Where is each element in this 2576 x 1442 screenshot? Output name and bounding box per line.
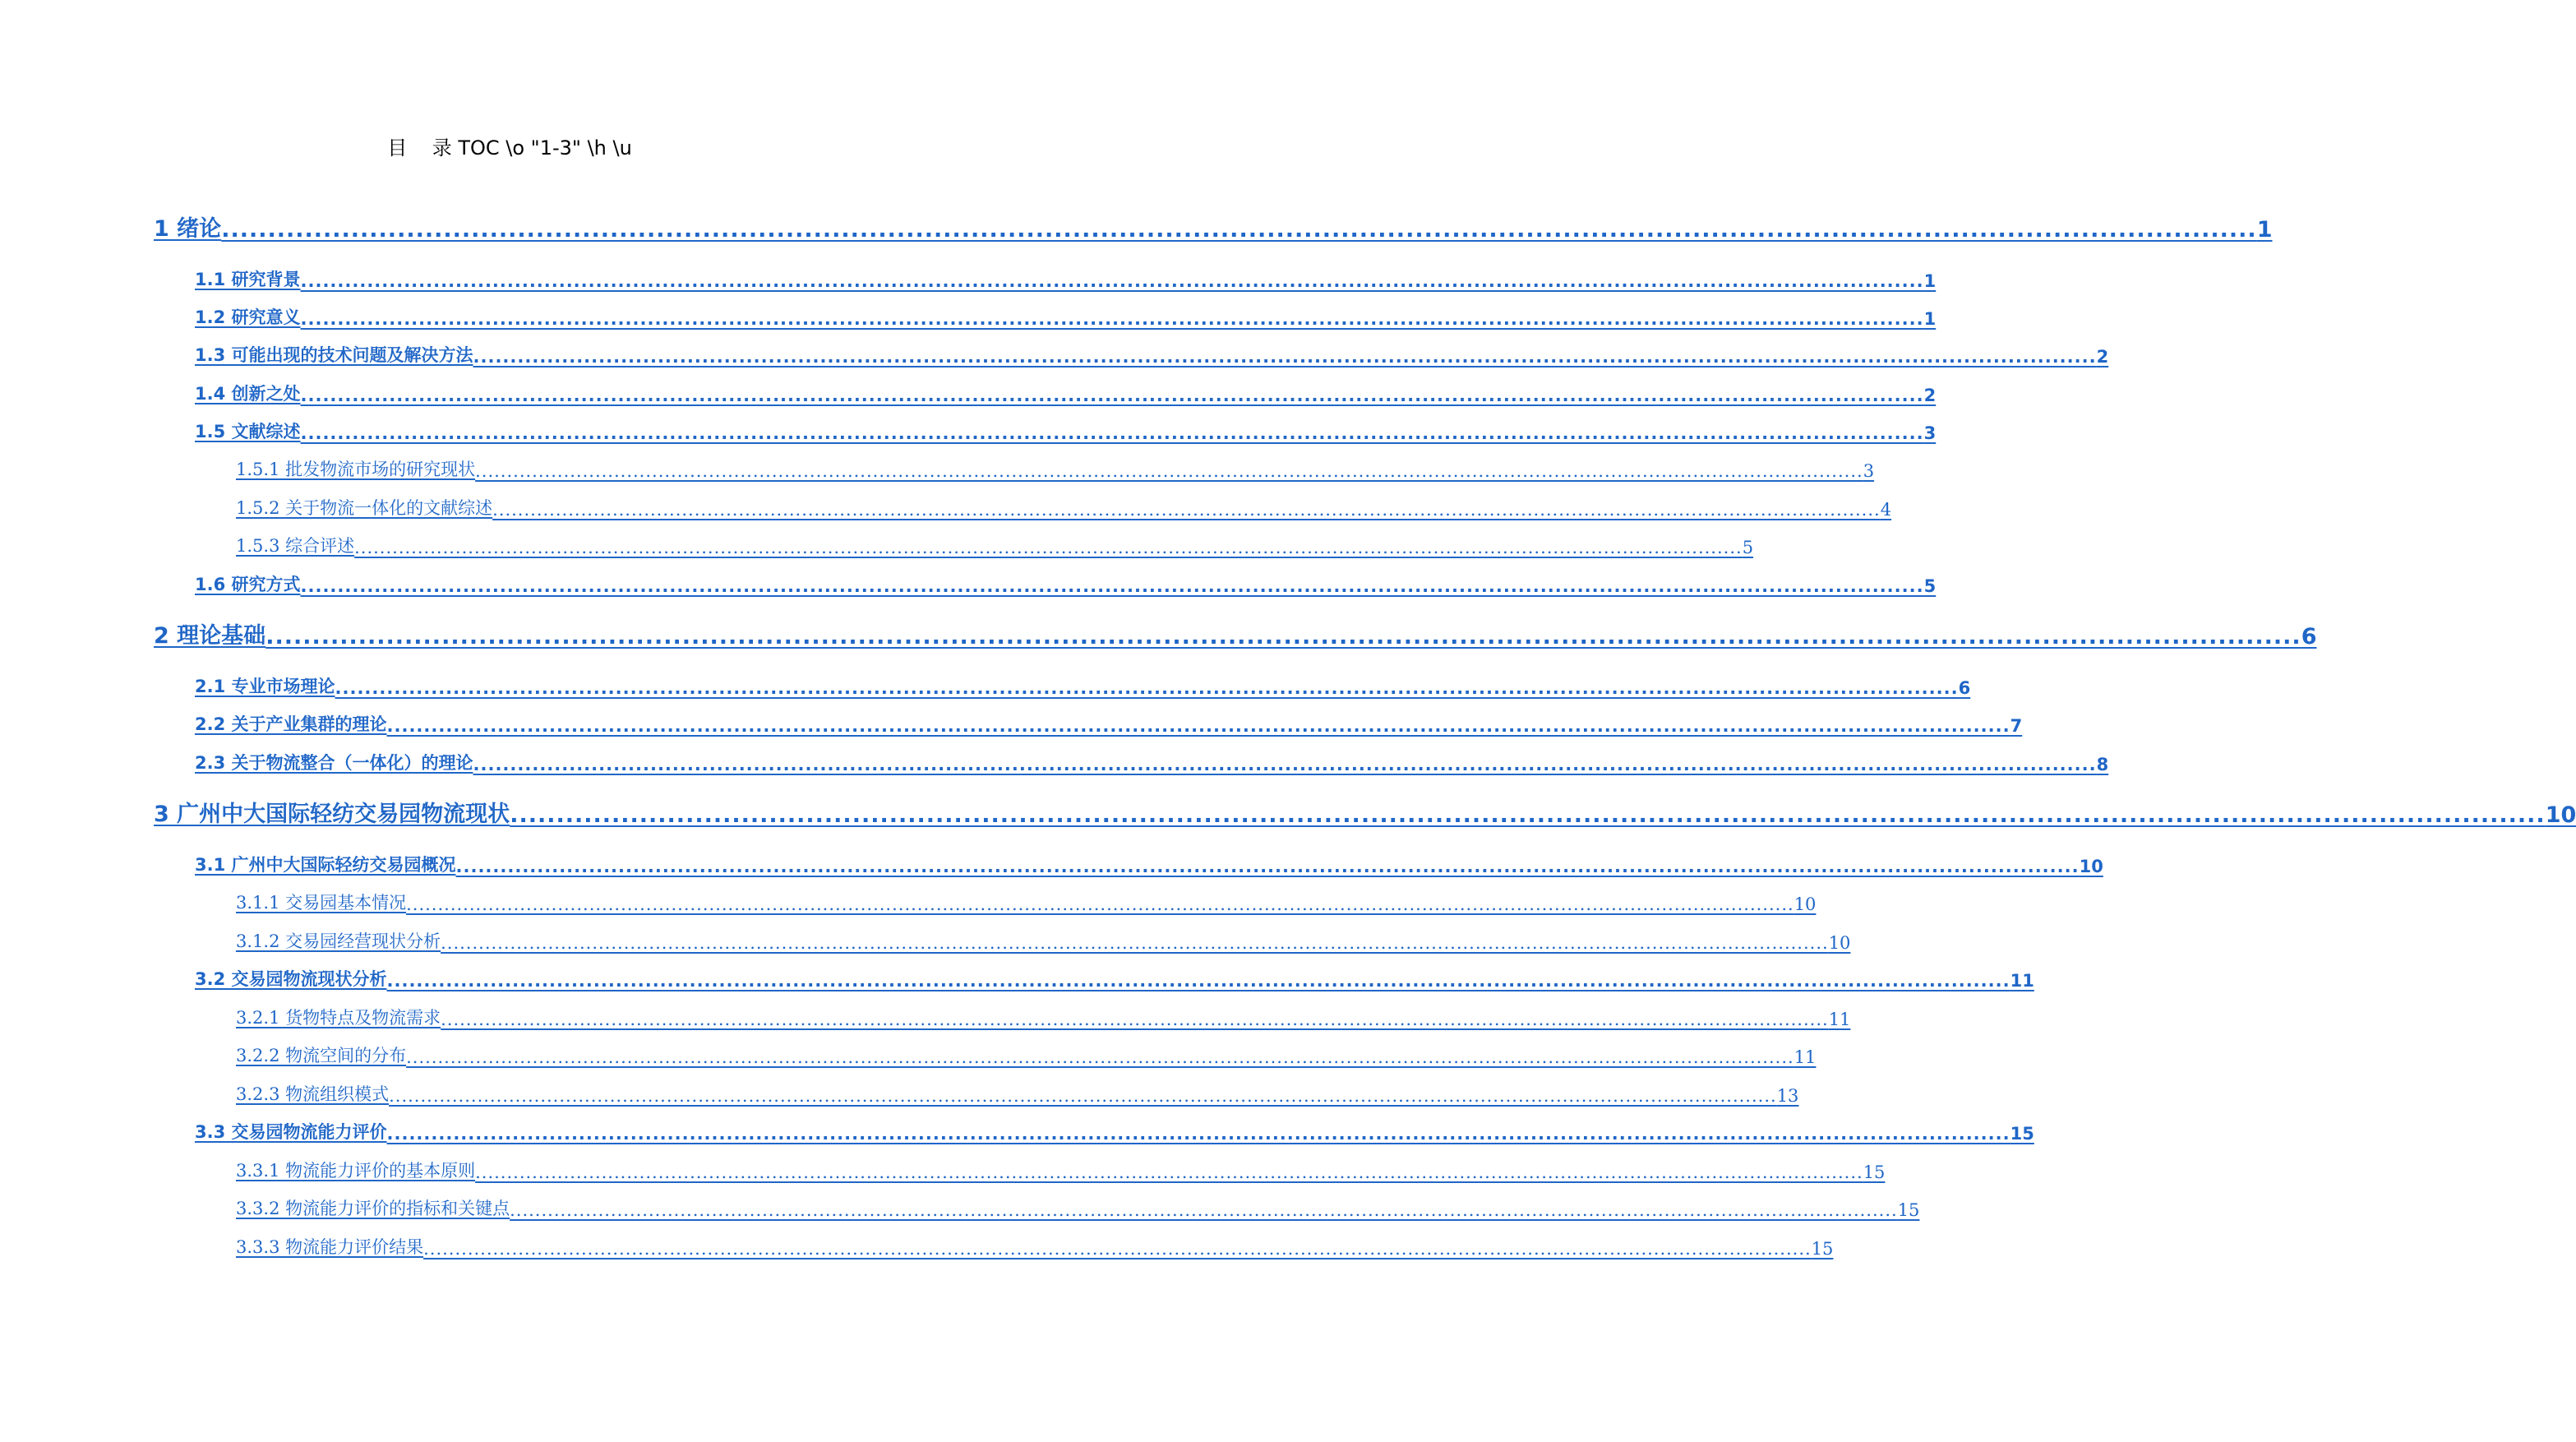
toc-page-number: 2 [1923, 386, 1937, 405]
toc-leader-dots: ............................................................................................................................................................................................................................ [423, 1239, 1812, 1259]
toc-entry-label: 1.2 研究意义 [195, 307, 301, 327]
toc-leader-dots: ............................................................................................................................................................................................................................ [510, 1200, 1898, 1220]
toc-entry-3-2-2[interactable] [236, 1041, 1817, 1067]
toc-entry-3-2[interactable] [195, 964, 2034, 991]
toc-leader-dots: ............................................................................................................................................................................................................................ [300, 576, 1924, 596]
toc-entry-label: 3.1.1 交易园基本情况 [236, 893, 407, 913]
toc-page-number: 10 [2079, 857, 2103, 876]
toc-entry-3-2-1[interactable] [236, 1003, 1851, 1029]
toc-entry-2-3[interactable] [195, 748, 2109, 774]
toc-entry-label: 1.5 文献综述 [195, 422, 301, 441]
toc-entry-label: 1.6 研究方式 [195, 575, 301, 594]
toc-page-number: 15 [2010, 1124, 2034, 1144]
toc-leader-dots: ............................................................................................................................................................................................................................ [386, 971, 2010, 991]
toc-leader-dots: ............................................................................................................................................................................................................................ [221, 217, 2257, 243]
toc-entry-1-4[interactable] [195, 379, 1937, 405]
toc-page-number: 13 [1776, 1086, 1799, 1106]
toc-page-number: 15 [1863, 1162, 1886, 1182]
toc-page-number: 4 [1880, 500, 1892, 520]
toc-entry-label: 3.3 交易园物流能力评价 [195, 1122, 387, 1142]
toc-entry-2-2[interactable] [195, 709, 2023, 736]
toc-entry-3[interactable] [154, 795, 2576, 828]
toc-page-number: 10 [1794, 894, 1817, 914]
toc-entry-label: 1.3 可能出现的技术问题及解决方法 [195, 345, 473, 365]
toc-entry-label: 1.4 创新之处 [195, 384, 301, 404]
toc-entry-label: 1 绪论 [154, 216, 222, 242]
toc-page-number: 3 [1863, 461, 1875, 481]
toc-page-number: 8 [2096, 755, 2109, 774]
toc-entry-label: 3.2.2 物流空间的分布 [236, 1046, 407, 1065]
toc-entry-label: 1.5.3 综合评述 [236, 536, 355, 556]
toc-entry-1-5[interactable] [195, 417, 1937, 443]
toc-entry-label: 3 广州中大国际轻纺交易园物流现状 [154, 802, 510, 827]
toc-page-number: 15 [1897, 1200, 1920, 1220]
toc-entry-label: 2.1 专业市场理论 [195, 677, 335, 696]
toc-entry-3-3-1[interactable] [236, 1156, 1886, 1182]
toc-entry-label: 3.3.2 物流能力评价的指标和关键点 [236, 1199, 510, 1218]
toc-leader-dots: ............................................................................................................................................................................................................................ [386, 1124, 2010, 1144]
toc-leader-dots: ............................................................................................................................................................................................................................ [473, 755, 2097, 774]
toc-entry-3-3-3[interactable] [236, 1232, 1834, 1259]
toc-page-number: 1 [1923, 271, 1937, 291]
toc-entry-3-2-3[interactable] [236, 1079, 1799, 1106]
toc-leader-dots: ............................................................................................................................................................................................................................ [300, 386, 1924, 405]
toc-entry-1-5-3[interactable] [236, 531, 1754, 557]
toc-leader-dots: ............................................................................................................................................................................................................................ [473, 347, 2097, 367]
toc-entry-3-1-1[interactable] [236, 888, 1817, 914]
toc-entry-label: 3.1.2 交易园经营现状分析 [236, 931, 441, 951]
toc-leader-dots: ............................................................................................................................................................................................................................ [492, 500, 1881, 520]
toc-entry-1[interactable] [154, 210, 2273, 243]
toc-page-number: 1 [2256, 217, 2273, 243]
toc-leader-dots: ............................................................................................................................................................................................................................ [389, 1086, 1777, 1106]
toc-entry-label: 3.3.3 物流能力评价结果 [236, 1237, 424, 1257]
toc-page-number: 10 [2545, 802, 2576, 828]
toc-leader-dots: ............................................................................................................................................................................................................................ [510, 802, 2546, 828]
toc-page-number: 15 [1811, 1239, 1834, 1259]
toc-entry-1-1[interactable] [195, 265, 1937, 291]
toc-leader-dots: ............................................................................................................................................................................................................................ [265, 624, 2301, 649]
toc-leader-dots: ............................................................................................................................................................................................................................ [406, 894, 1794, 914]
toc-leader-dots: ............................................................................................................................................................................................................................ [475, 461, 1863, 481]
toc-leader-dots: ............................................................................................................................................................................................................................ [455, 857, 2080, 876]
toc-entry-label: 1.5.1 批发物流市场的研究现状 [236, 460, 476, 479]
toc-entry-3-1[interactable] [195, 850, 2103, 876]
toc-page-number: 1 [1923, 309, 1937, 329]
toc-leader-dots: ............................................................................................................................................................................................................................ [441, 933, 1829, 953]
toc-page-number: 3 [1923, 423, 1937, 443]
toc-page-number: 11 [1794, 1047, 1817, 1067]
toc-leader-dots: ............................................................................................................................................................................................................................ [475, 1162, 1863, 1182]
toc-entry-3-3[interactable] [195, 1117, 2034, 1144]
toc-leader-dots: ............................................................................................................................................................................................................................ [441, 1010, 1829, 1029]
toc-entry-2-1[interactable] [195, 672, 1971, 698]
toc-entry-label: 2.2 关于产业集群的理论 [195, 714, 387, 734]
toc-page-number: 7 [2010, 716, 2023, 736]
toc-entry-label: 2.3 关于物流整合（一体化）的理论 [195, 753, 473, 773]
toc-entry-1-2[interactable] [195, 303, 1937, 329]
toc-page-number: 6 [2301, 624, 2317, 649]
toc-leader-dots: ............................................................................................................................................................................................................................ [335, 678, 1959, 698]
toc-entry-2[interactable] [154, 617, 2317, 649]
toc-entry-label: 3.1 广州中大国际轻纺交易园概况 [195, 855, 456, 875]
toc-page-number: 10 [1828, 933, 1851, 953]
toc-entry-label: 3.2.3 物流组织模式 [236, 1084, 390, 1104]
toc-entry-1-5-2[interactable] [236, 493, 1892, 520]
toc-entry-label: 1.5.2 关于物流一体化的文献综述 [236, 498, 493, 518]
toc-leader-dots: ............................................................................................................................................................................................................................ [354, 538, 1743, 557]
toc-entry-1-5-1[interactable] [236, 455, 1875, 481]
toc-entry-1-6[interactable] [195, 570, 1937, 596]
toc-entry-label: 1.1 研究背景 [195, 270, 301, 289]
toc-page-number: 11 [2010, 971, 2034, 991]
toc-page-number: 5 [1923, 576, 1937, 596]
toc-entry-label: 3.2.1 货物特点及物流需求 [236, 1008, 441, 1028]
toc-entry-label: 2 理论基础 [154, 623, 266, 649]
toc-entry-label: 3.2 交易园物流现状分析 [195, 969, 387, 989]
toc-leader-dots: ............................................................................................................................................................................................................................ [406, 1047, 1794, 1067]
toc-page-number: 11 [1828, 1010, 1851, 1029]
toc-entry-3-1-2[interactable] [236, 927, 1851, 953]
toc-page-number: 2 [2096, 347, 2109, 367]
toc-page-number: 5 [1742, 538, 1754, 557]
toc-entry-3-3-2[interactable] [236, 1194, 1920, 1220]
toc-leader-dots: ............................................................................................................................................................................................................................ [300, 423, 1924, 443]
toc-entry-1-3[interactable] [195, 340, 2109, 367]
toc-title: 目 录 TOC \o "1-3" \h \u [387, 136, 632, 159]
toc-leader-dots: ............................................................................................................................................................................................................................ [300, 271, 1924, 291]
toc-entry-label: 3.3.1 物流能力评价的基本原则 [236, 1161, 476, 1181]
toc-page-number: 6 [1958, 678, 1971, 698]
toc-leader-dots: ............................................................................................................................................................................................................................ [386, 716, 2010, 736]
toc-leader-dots: ............................................................................................................................................................................................................................ [300, 309, 1924, 329]
